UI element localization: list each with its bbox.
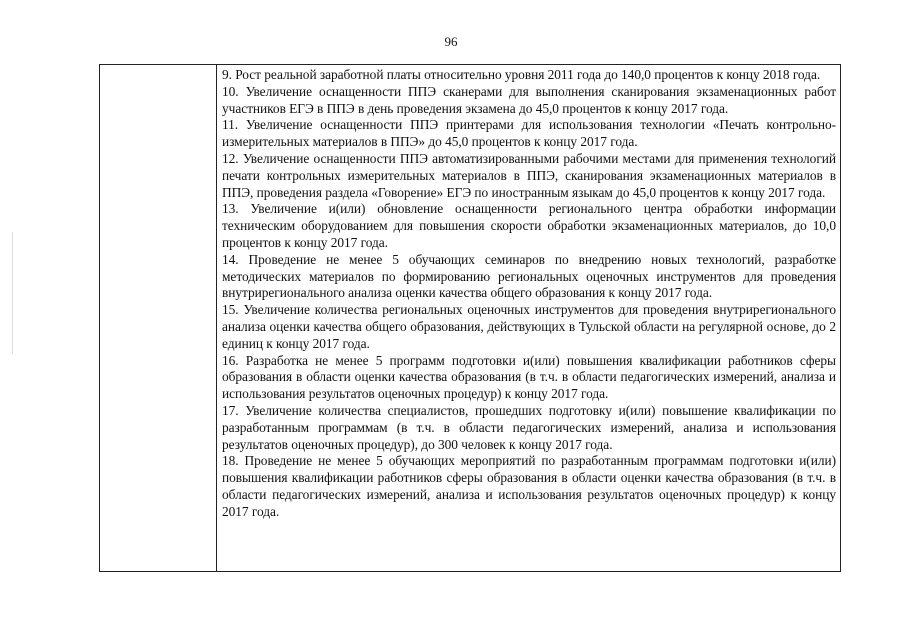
list-item-14: 14. Проведение не менее 5 обучающих семинаров по внедрению новых технологий, разработке методических материалов по формированию региональных оценочных инструментов для проведения внутрирегионального анализа оценки качества общего образования к концу 2017 года. <box>222 251 836 301</box>
list-item-13: 13. Увеличение и(или) обновление оснащенности регионального центра обработки информации техническим оборудованием для повышения скорости обработки экзаменационных материалов, до 10,0 процентов к концу 2017 года. <box>222 201 836 250</box>
list-item-18: 18. Проведение не менее 5 обучающих мероприятий по разработанным программам подготовки и(или) повышения квалификации работников сферы образования в области оценки качества образования (в т.ч. в области педагогических измерений, анализа и использования результатов оценочных процедур) к концу 2017 года. <box>222 453 836 519</box>
list-item-15: 15. Увеличение количества региональных оценочных инструментов для проведения внутрирегионального анализа оценки качества общего образования, действующих в Тульской области на регулярной основе, до 2 единиц к концу 2017 года. <box>222 302 836 351</box>
list-item-12: 12. Увеличение оснащенности ППЭ автоматизированными рабочими местами для применения технологий печати контрольных измерительных материалов в ППЭ, сканирования экзаменационных материалов в ППЭ, проведения раздела «Говорение» ЕГЭ по иностранным языкам до 45,0 процентов к концу 2017 года. <box>222 150 836 200</box>
table-left-cell <box>100 65 217 571</box>
list-item-11: 11. Увеличение оснащенности ППЭ принтерами для использования технологии «Печать контрольно-измерительных материалов в ППЭ» до 45,0 процентов к концу 2017 года. <box>222 117 836 150</box>
list-item-16: 16. Разработка не менее 5 программ подготовки и(или) повышения квалификации работников сферы образования в области оценки качества образования (в т.ч. в области педагогических измерений, анализа и использования результатов оценочных процедур) к концу 2017 года. <box>222 352 836 402</box>
list-item-9: 9. Рост реальной заработной платы относительно уровня 2011 года до 140,0 процентов к концу 2018 года. <box>222 67 821 82</box>
list-item-10: 10. Увеличение оснащенности ППЭ сканерами для выполнения сканирования экзаменационных работ участников ЕГЭ в ППЭ в день проведения экзамена до 45,0 процентов к концу 2017 года. <box>222 83 836 116</box>
table-right-cell <box>218 65 840 571</box>
document-table <box>99 64 841 572</box>
page-number: 96 <box>444 34 458 49</box>
list-item-17: 17. Увеличение количества специалистов, прошедших подготовку и(или) повышение квалификации по разработанным программам (в т.ч. в области педагогических измерений, анализа и использования результатов оценочных процедур), до 300 человек к концу 2017 года. <box>222 402 836 452</box>
scan-margin-line <box>12 232 13 354</box>
